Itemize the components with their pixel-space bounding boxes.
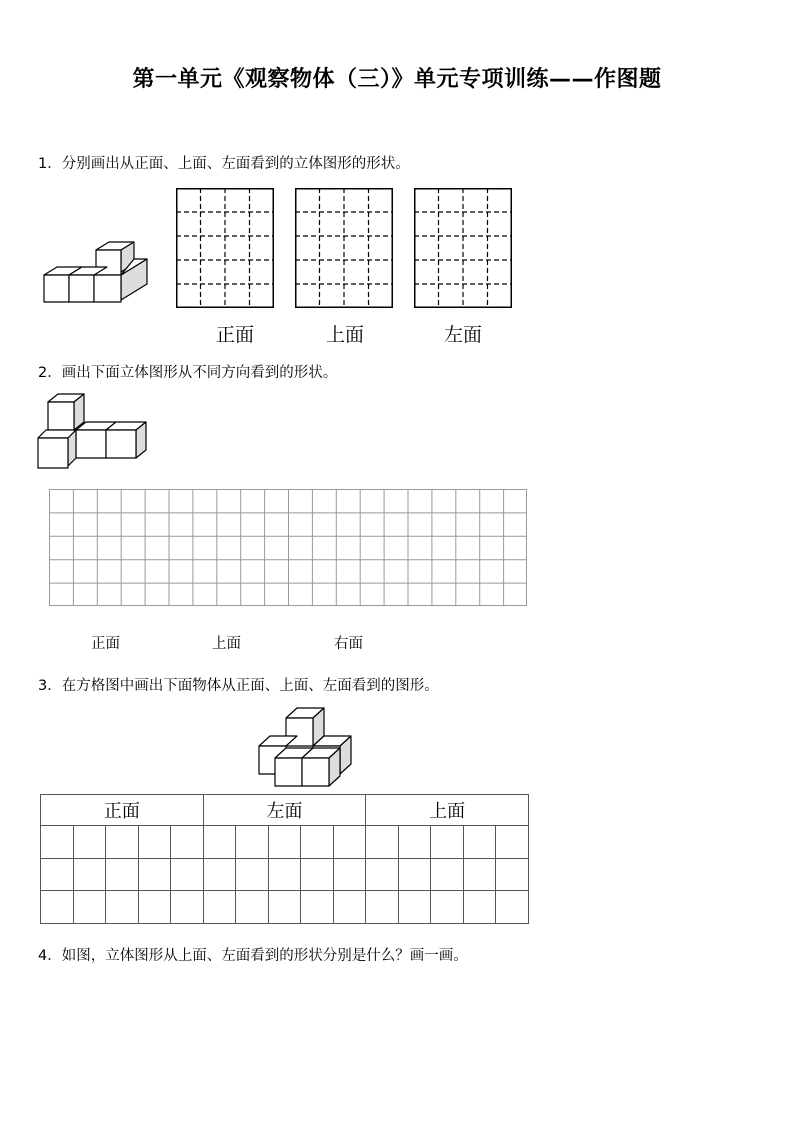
question-3-header-front: 正面 <box>41 795 204 826</box>
question-3-text: 3．在方格图中画出下面物体从正面、上面、左面看到的图形。 <box>38 678 439 694</box>
question-2-label-right: 右面 <box>334 636 363 652</box>
question-2-grid <box>49 489 527 606</box>
page-title: 第一单元《观察物体（三）》单元专项训练——作图题 <box>132 67 662 92</box>
question-2-label-front: 正面 <box>91 636 120 652</box>
question-4-text: 4．如图，立体图形从上面、左面看到的形状分别是什么？画一画。 <box>38 948 468 964</box>
question-2-text: 2．画出下面立体图形从不同方向看到的形状。 <box>38 365 338 381</box>
question-1-label-front: 正面 <box>216 324 255 346</box>
question-1-grid-front <box>176 188 274 308</box>
question-1-label-left: 左面 <box>444 324 483 346</box>
question-1-cube-figure <box>38 238 158 310</box>
question-3-cube-figure <box>256 706 354 788</box>
question-1-grid-left <box>414 188 512 308</box>
question-2-cube-figure <box>36 392 148 472</box>
question-3-view-table <box>40 794 529 924</box>
question-1-text: 1．分别画出从正面、上面、左面看到的立体图形的形状。 <box>38 156 410 172</box>
question-1-grid-top <box>295 188 393 308</box>
question-1-label-top: 上面 <box>326 324 365 346</box>
question-3-grid-row <box>41 891 529 924</box>
question-2-label-top: 上面 <box>212 636 241 652</box>
question-3-header-left: 左面 <box>203 795 366 826</box>
question-3-grid-row <box>41 858 529 891</box>
question-3-header-top: 上面 <box>366 795 529 826</box>
question-3-grid-row <box>41 826 529 859</box>
